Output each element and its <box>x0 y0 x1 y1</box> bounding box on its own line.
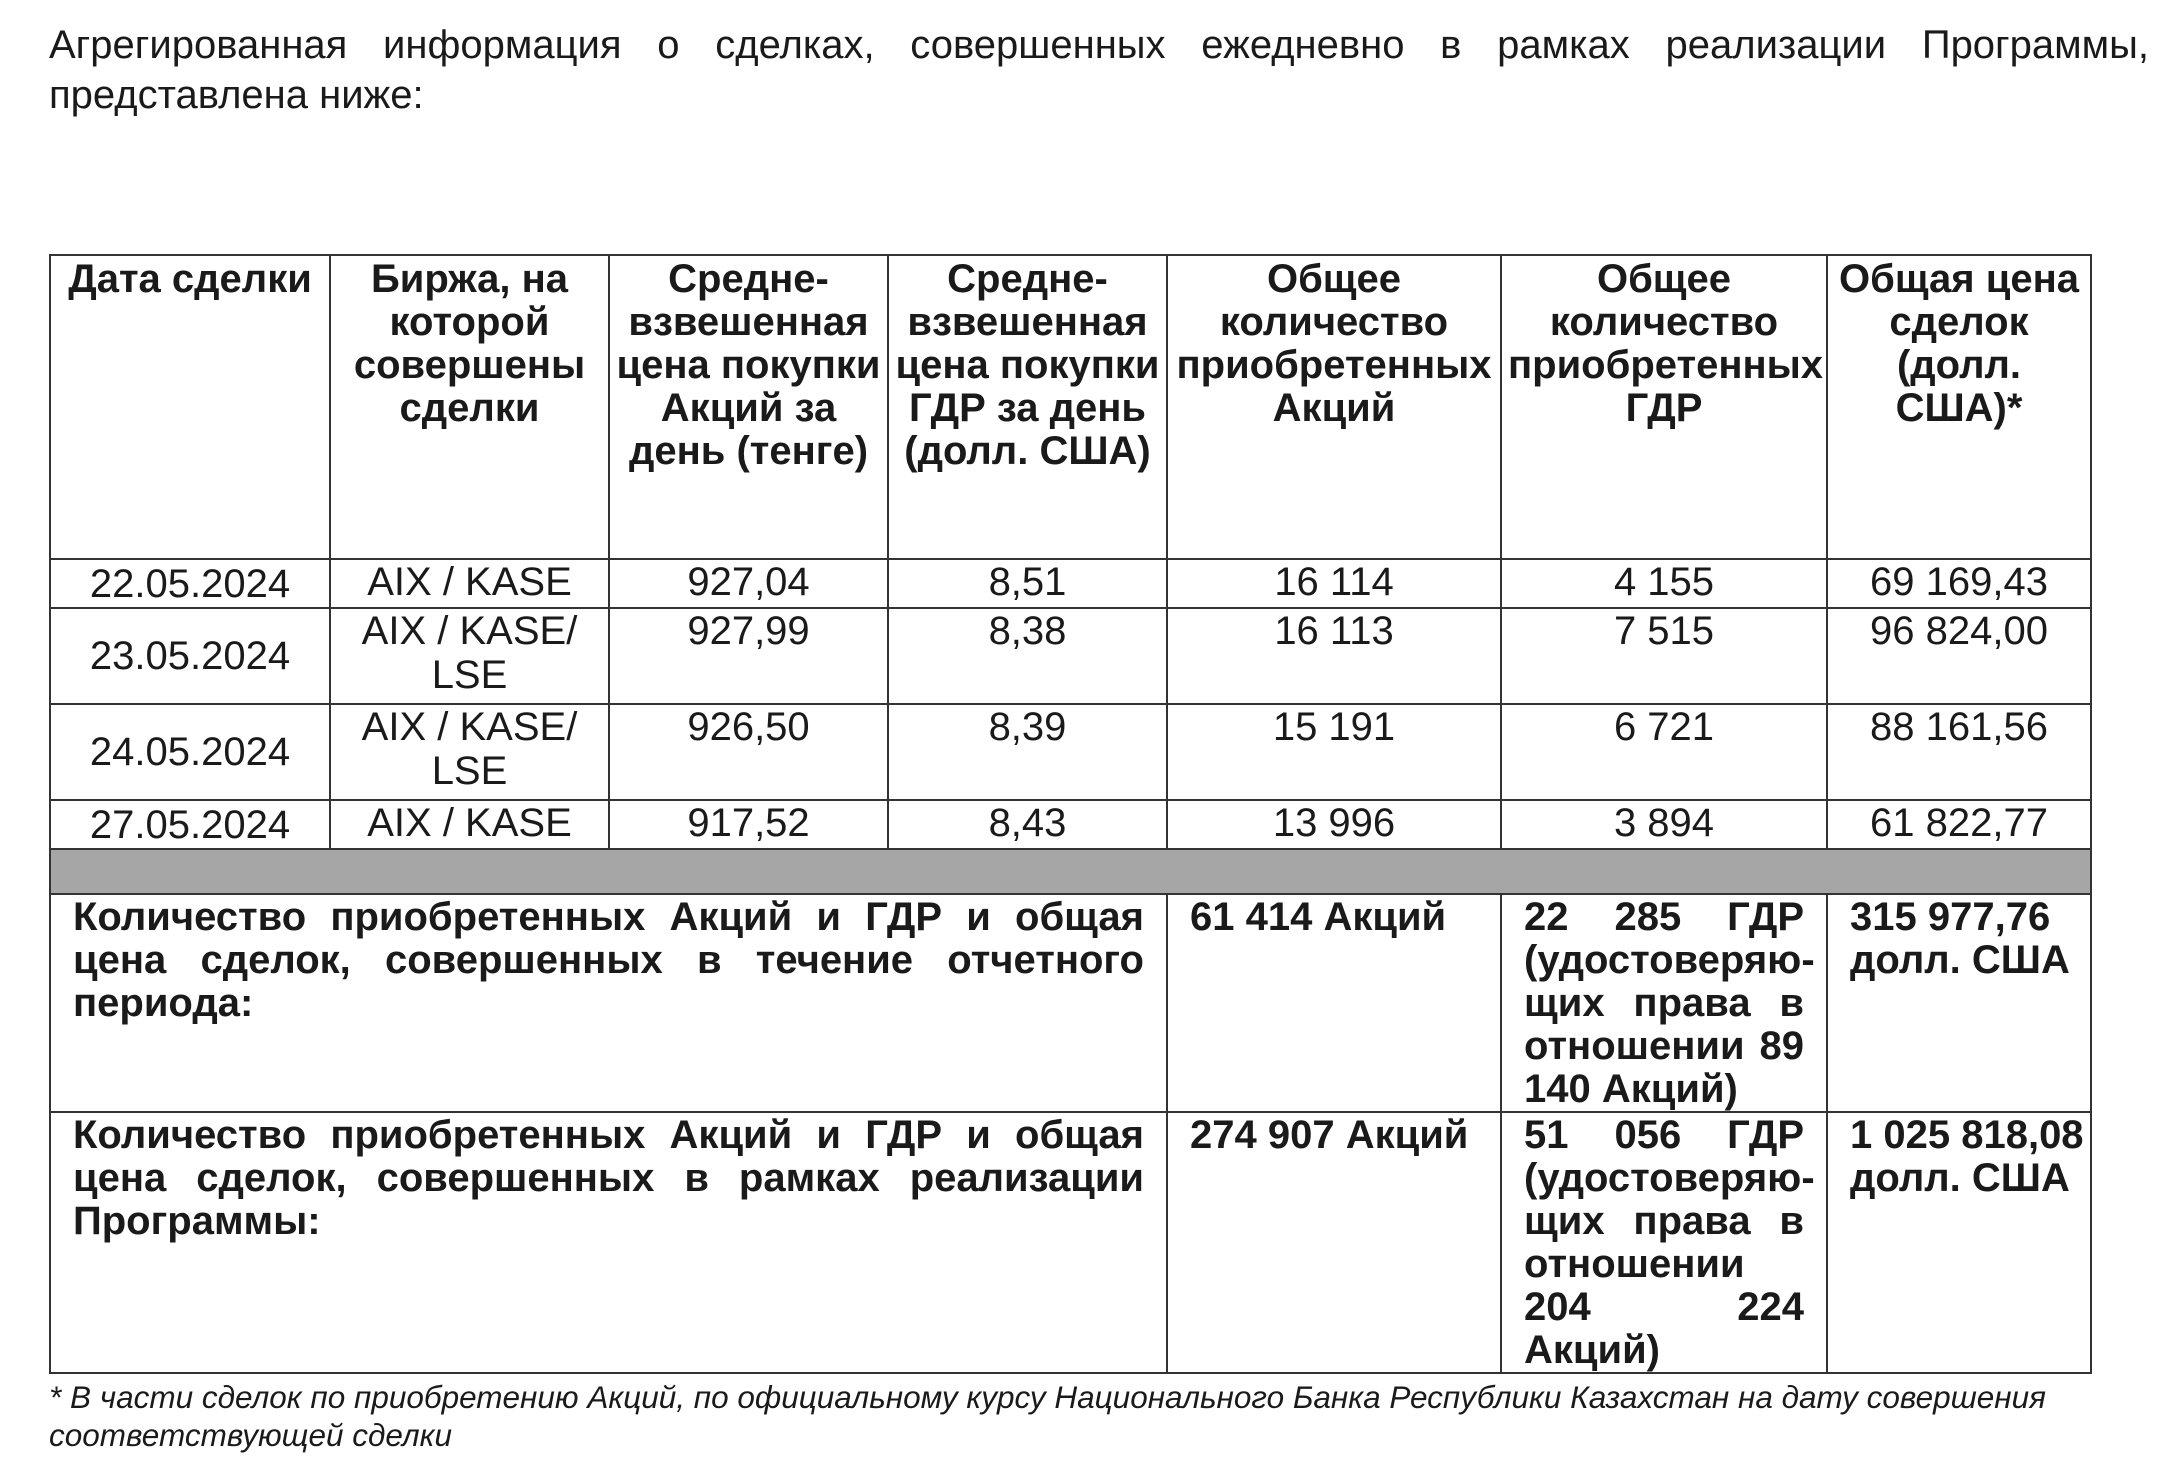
summary-total: 1 025 818,08 долл. США <box>1827 1112 2091 1373</box>
cell-gdrs: 3 894 <box>1501 800 1827 849</box>
summary-row-program <box>50 1112 2091 1373</box>
cell-exchange: AIX / KASE/ LSE <box>330 704 609 800</box>
cell-gdr-price: 8,38 <box>888 608 1167 704</box>
table-row <box>50 608 2091 704</box>
cell-total: 96 824,00 <box>1827 608 2091 704</box>
cell-exchange: AIX / KASE <box>330 559 609 608</box>
separator-cell <box>50 849 2091 894</box>
cell-date: 23.05.2024 <box>50 608 330 704</box>
intro-paragraph <box>49 20 2149 120</box>
cell-gdr-price: 8,51 <box>888 559 1167 608</box>
table-row <box>50 704 2091 800</box>
cell-gdrs: 6 721 <box>1501 704 1827 800</box>
cell-share-price: 927,99 <box>609 608 888 704</box>
cell-gdrs: 7 515 <box>1501 608 1827 704</box>
intro-line-2: представлена ниже: <box>49 73 424 117</box>
summary-shares: 274 907 Акций <box>1167 1112 1501 1373</box>
cell-gdr-price: 8,43 <box>888 800 1167 849</box>
cell-shares: 15 191 <box>1167 704 1501 800</box>
summary-shares: 61 414 Акций <box>1167 894 1501 1112</box>
summary-gdrs: 51 056 ГДР (удостоверяю-щих права в отношении 204 224 Акций) <box>1501 1112 1827 1373</box>
table-header-row <box>50 255 2091 559</box>
cell-date: 27.05.2024 <box>50 800 330 849</box>
header-shares-count: Общее количество приобретенных Акций <box>1167 255 1501 559</box>
cell-share-price: 927,04 <box>609 559 888 608</box>
cell-date: 24.05.2024 <box>50 704 330 800</box>
cell-shares: 13 996 <box>1167 800 1501 849</box>
deals-table <box>49 254 2092 1374</box>
cell-gdr-price: 8,39 <box>888 704 1167 800</box>
header-date: Дата сделки <box>50 255 330 559</box>
header-gdr-price: Средне-взвешенная цена покупки ГДР за день (долл. США) <box>888 255 1167 559</box>
header-exchange: Биржа, на которой совершены сделки <box>330 255 609 559</box>
cell-shares: 16 113 <box>1167 608 1501 704</box>
cell-exchange: AIX / KASE <box>330 800 609 849</box>
summary-label: Количество приобретенных Акций и ГДР и общая цена сделок, совершенных в рамках реализации Программы: <box>50 1112 1167 1373</box>
summary-gdrs: 22 285 ГДР (удостоверяю-щих права в отношении 89 140 Акций) <box>1501 894 1827 1112</box>
intro-line-1: Агрегированная информация о сделках, совершенных ежедневно в рамках реализации Программы, <box>49 23 2149 67</box>
summary-row-period <box>50 894 2091 1112</box>
cell-total: 61 822,77 <box>1827 800 2091 849</box>
header-gdrs-count: Общее количество приобретенных ГДР <box>1501 255 1827 559</box>
table-row <box>50 559 2091 608</box>
header-total: Общая цена сделок (долл. США)* <box>1827 255 2091 559</box>
cell-exchange: AIX / KASE/ LSE <box>330 608 609 704</box>
cell-share-price: 917,52 <box>609 800 888 849</box>
cell-gdrs: 4 155 <box>1501 559 1827 608</box>
separator-row <box>50 849 2091 894</box>
summary-label: Количество приобретенных Акций и ГДР и общая цена сделок, совершенных в течение отчетного периода: <box>50 894 1167 1112</box>
summary-total: 315 977,76 долл. США <box>1827 894 2091 1112</box>
footnote: * В части сделок по приобретению Акций, по официальному курсу Национального Банка Республики Казахстан на дату совершения соответствующей сделки <box>49 1379 2046 1453</box>
cell-date: 22.05.2024 <box>50 559 330 608</box>
cell-total: 69 169,43 <box>1827 559 2091 608</box>
cell-share-price: 926,50 <box>609 704 888 800</box>
table-row <box>50 800 2091 849</box>
header-share-price: Средне-взвешенная цена покупки Акций за день (тенге) <box>609 255 888 559</box>
cell-shares: 16 114 <box>1167 559 1501 608</box>
cell-total: 88 161,56 <box>1827 704 2091 800</box>
